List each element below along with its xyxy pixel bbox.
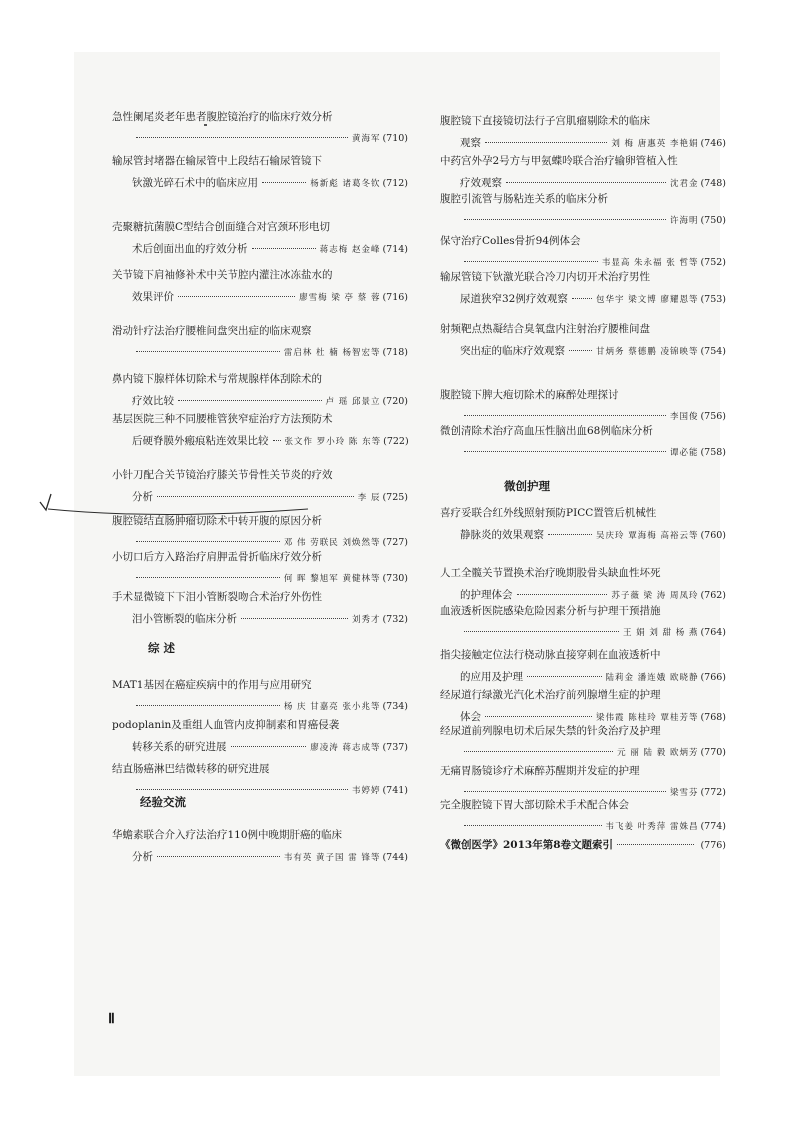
entry-title: 小针刀配合关节镜治疗膝关节骨性关节炎的疗效 <box>112 469 333 481</box>
entry-title-cont: 体会 <box>460 711 481 723</box>
dot-leader <box>178 400 322 401</box>
document-page <box>74 52 726 1076</box>
entry-title: 射频靶点热凝结合臭氧盘内注射治疗腰椎间盘 <box>440 323 650 335</box>
dot-leader <box>464 219 666 220</box>
toc-entry <box>440 794 726 838</box>
leader-line <box>112 486 408 509</box>
dot-leader <box>464 415 666 416</box>
entry-title-cont: 疗效比较 <box>132 395 174 407</box>
entry-authors: 许海明 <box>669 216 699 226</box>
toc-entry <box>440 110 726 155</box>
entry-authors: 张文作 罗小玲 陈 东等 <box>284 437 382 447</box>
leader-line <box>112 286 408 309</box>
dot-leader <box>485 142 607 143</box>
entry-title-cont: 术后创面出血的疗效分析 <box>132 243 248 255</box>
entry-title: 输尿管封堵器在输尿管中上段结石输尿管镜下 <box>112 155 322 167</box>
entry-page: (753) <box>700 294 726 305</box>
entry-page: (744) <box>382 852 408 863</box>
entry-title-cont: 泪小管断裂的临床分析 <box>132 613 237 625</box>
entry-title: 手术显微镜下下泪小管断裂吻合术治疗外伤性 <box>112 591 322 603</box>
entry-title: 喜疗妥联合红外线照射预防PICC置管后机械性 <box>440 507 657 519</box>
leader-line <box>112 342 408 364</box>
leader-line <box>112 238 408 261</box>
entry-title: 指尖接触定位法行桡动脉直接穿刺在血液透析中 <box>440 649 661 661</box>
entry-title: MAT1基因在癌症疾病中的作用与应用研究 <box>112 679 312 691</box>
entry-title-cont: 观察 <box>460 137 481 149</box>
dot-leader <box>136 577 280 578</box>
section-heading: 经验交流 <box>140 795 186 809</box>
entry-authors: 韦飞姜 叶秀萍 雷姝昌 <box>605 822 699 832</box>
toc-entry <box>440 600 726 644</box>
entry-authors: 梁伟霞 陈桂玲 覃桂芳等 <box>596 713 699 723</box>
section-heading: 微创护理 <box>504 479 550 493</box>
entry-authors: 包华宇 梁文博 廖耀恩等 <box>596 295 699 305</box>
entry-title: 急性阑尾炎老年患者腹腔镜治疗的临床疗效分析 <box>112 111 333 123</box>
entry-authors: 刘秀才 <box>351 615 381 625</box>
entry-title-cont: 钬激光碎石术中的临床应用 <box>132 177 258 189</box>
entry-title-cont: 分析 <box>132 851 153 863</box>
entry-page: (760) <box>700 530 726 541</box>
dot-leader <box>136 789 348 790</box>
toc-entry <box>440 318 726 363</box>
toc-entry <box>112 546 408 590</box>
toc-entry <box>440 720 726 764</box>
entry-title: 经尿道行绿激光汽化术治疗前列腺增生症的护理 <box>440 689 661 701</box>
entry-page: (712) <box>382 178 408 189</box>
entry-page: (772) <box>700 787 726 798</box>
leader-line <box>440 288 726 311</box>
entry-authors: 沈君金 <box>669 179 699 189</box>
dot-leader <box>506 182 666 183</box>
entry-page: (746) <box>700 138 726 149</box>
entry-authors: 廖雪梅 梁 亭 蔡 蓉 <box>299 293 381 303</box>
entry-title: 关节镜下肩袖修补术中关节腔内灌注冰冻盐水的 <box>112 269 333 281</box>
leader-line <box>112 608 408 631</box>
entry-page: (764) <box>700 627 726 638</box>
entry-title: 结直肠癌淋巴结微转移的研究进展 <box>112 763 270 775</box>
leader-line <box>440 340 726 363</box>
entry-page: (730) <box>382 573 408 584</box>
entry-page: (766) <box>700 672 726 683</box>
entry-title: 微创清除术治疗高血压性脑出血68例临床分析 <box>440 425 653 437</box>
index-entry <box>440 834 726 857</box>
entry-page: (741) <box>382 785 408 796</box>
entry-authors: 何 晖 黎旭军 黄健林等 <box>283 574 381 584</box>
entry-authors: 陆莉金 潘连娥 欧晓静 <box>605 673 699 683</box>
entry-authors: 王 娟 刘 甜 杨 燕 <box>622 628 699 638</box>
entry-authors: 甘炳务 蔡德鹏 凌锦映等 <box>596 347 699 357</box>
entry-page: (720) <box>382 396 408 407</box>
entry-authors: 邓 伟 劳联民 刘焕然等 <box>283 538 381 548</box>
entry-authors: 吴庆玲 覃海梅 高裕云等 <box>596 531 699 541</box>
entry-title: 壳聚糖抗菌膜C型结合创面缝合对宫颈环形电切 <box>112 221 331 233</box>
dot-leader <box>252 248 316 249</box>
entry-title-cont: 的应用及护理 <box>460 671 523 683</box>
entry-authors: 元 丽 陆 毅 欧炳芳 <box>617 748 699 758</box>
entry-page: (776) <box>700 840 726 851</box>
dot-leader <box>136 541 280 542</box>
entry-authors: 谭必能 <box>669 448 699 458</box>
entry-title: 完全腹腔镜下胃大部切除术手术配合体会 <box>440 799 629 811</box>
toc-entry <box>112 368 408 413</box>
entry-title-cont: 尿道狭窄32例疗效观察 <box>460 293 568 305</box>
entry-title: 无痛胃肠镜诊疗术麻醉苏醒期并发症的护理 <box>440 765 640 777</box>
dot-leader <box>231 746 307 747</box>
toc-entry <box>440 420 726 464</box>
toc-entry <box>112 216 408 261</box>
entry-title: 经尿道前列腺电切术后尿失禁的针灸治疗及护理 <box>440 725 661 737</box>
dot-leader <box>464 751 613 752</box>
toc-entry <box>112 106 408 150</box>
entry-authors: 杨新彪 诸葛冬钦 <box>310 179 381 189</box>
dot-leader <box>262 182 306 183</box>
entry-page: (756) <box>700 411 726 422</box>
leader-line <box>112 846 408 869</box>
leader-line <box>112 430 408 453</box>
entry-title: 腹腔镜结直肠肿瘤切除术中转开腹的原因分析 <box>112 515 322 527</box>
index-title: 《微创医学》2013年第8卷文题索引 <box>440 839 614 851</box>
dot-leader <box>517 594 608 595</box>
dot-leader <box>136 705 280 706</box>
entry-page: (725) <box>382 492 408 503</box>
page-number: Ⅱ <box>108 1012 115 1027</box>
leader-line <box>440 524 726 547</box>
dot-leader <box>569 350 592 351</box>
dot-leader <box>136 137 348 138</box>
entry-page: (754) <box>700 346 726 357</box>
entry-title-cont: 效果评价 <box>132 291 174 303</box>
entry-page: (734) <box>382 701 408 712</box>
entry-title-cont: 后硬脊膜外瘢痕粘连效果比较 <box>132 435 269 447</box>
entry-authors: 黄海军 <box>351 134 381 144</box>
entry-page: (716) <box>382 292 408 303</box>
toc-entry <box>112 824 408 869</box>
entry-title-cont: 转移关系的研究进展 <box>132 741 227 753</box>
entry-title: 华蟾素联合介入疗法治疗110例中晚期肝癌的临床 <box>112 829 343 841</box>
entry-title: 人工全髋关节置换术治疗晚期股骨头缺血性坏死 <box>440 567 661 579</box>
dot-leader <box>273 440 281 441</box>
toc-entry <box>112 464 408 509</box>
entry-page: (770) <box>700 747 726 758</box>
entry-page: (748) <box>700 178 726 189</box>
leader-line <box>112 128 408 150</box>
entry-page: (737) <box>382 742 408 753</box>
dot-leader <box>572 298 592 299</box>
entry-title: 血液透析医院感染危险因素分析与护理干预措施 <box>440 605 661 617</box>
leader-line <box>440 210 726 232</box>
dot-leader <box>464 631 619 632</box>
entry-page: (732) <box>382 614 408 625</box>
toc-entry <box>440 266 726 311</box>
entry-authors: 梁雪芬 <box>669 788 699 798</box>
dot-leader <box>157 496 354 497</box>
entry-page: (768) <box>700 712 726 723</box>
entry-title: 滑动针疗法治疗腰椎间盘突出症的临床观察 <box>112 325 312 337</box>
toc-entry <box>112 674 408 718</box>
toc-entry <box>112 264 408 309</box>
entry-title: 鼻内镜下腺样体切除术与常规腺样体刮除术的 <box>112 373 322 385</box>
entry-page: (710) <box>382 133 408 144</box>
toc-entry <box>440 644 726 689</box>
toc-entry <box>112 150 408 195</box>
entry-authors: 雷启林 杜 楠 杨智宏等 <box>283 348 381 358</box>
toc-entry <box>440 188 726 232</box>
entry-title: 腹腔引流管与肠粘连关系的临床分析 <box>440 193 608 205</box>
entry-page: (774) <box>700 821 726 832</box>
entry-title: 中药宫外孕2号方与甲氨蝶呤联合治疗输卵管植入性 <box>440 155 678 167</box>
entry-title: 输尿管镜下钬激光联合冷刀内切开术治疗男性 <box>440 271 650 283</box>
dot-leader <box>485 716 592 717</box>
leader-line <box>440 622 726 644</box>
dot-leader <box>157 856 280 857</box>
entry-page: (758) <box>700 447 726 458</box>
dot-leader <box>464 791 666 792</box>
toc-entry <box>112 408 408 453</box>
entry-page: (752) <box>700 257 726 268</box>
entry-title-cont: 分析 <box>132 491 153 503</box>
entry-title-cont: 的护理体会 <box>460 589 513 601</box>
entry-page: (727) <box>382 537 408 548</box>
dot-leader <box>548 534 592 535</box>
entry-title-cont: 静脉炎的效果观察 <box>460 529 544 541</box>
leader-line <box>112 172 408 195</box>
entry-authors: 韦有英 黄子国 雷 锋等 <box>283 853 381 863</box>
entry-title-cont: 疗效观察 <box>460 177 502 189</box>
dot-leader <box>464 451 666 452</box>
entry-page: (714) <box>382 244 408 255</box>
toc-entry <box>112 320 408 364</box>
toc-entry <box>112 714 408 759</box>
entry-authors: 廖凌涛 蒋志成等 <box>310 743 381 753</box>
entry-page: (762) <box>700 590 726 601</box>
entry-title: 腹腔镜下直接镜切法行子宫肌瘤剔除术的临床 <box>440 115 650 127</box>
entry-title-cont: 突出症的临床疗效观察 <box>460 345 565 357</box>
entry-authors: 刘 梅 唐惠英 李艳娟 <box>611 139 699 149</box>
entry-authors: 卢 瑶 邱景立 <box>325 397 381 407</box>
leader-line <box>440 442 726 464</box>
entry-title: 小切口后方入路治疗肩胛盂骨折临床疗效分析 <box>112 551 322 563</box>
entry-authors: 李国俊 <box>669 412 699 422</box>
dot-leader <box>617 844 694 845</box>
entry-title: 保守治疗Colles骨折94例体会 <box>440 235 581 247</box>
dot-leader <box>527 676 602 677</box>
entry-page: (718) <box>382 347 408 358</box>
toc-entry <box>112 586 408 631</box>
dot-leader <box>464 825 602 826</box>
entry-authors: 韦婷婷 <box>351 786 381 796</box>
entry-authors: 杨 庆 甘嘉亮 张小兆等 <box>283 702 381 712</box>
entry-authors: 韦显高 朱永福 张 哲等 <box>601 258 699 268</box>
entry-title: 腹腔镜下脾大疱切除术的麻醉处理探讨 <box>440 389 619 401</box>
section-heading: 综 述 <box>148 641 176 655</box>
entry-page: (722) <box>383 436 409 447</box>
leader-line <box>112 736 408 759</box>
entry-authors: 苏子薇 梁 涛 周凤玲 <box>611 591 699 601</box>
entry-authors: 蒋志梅 赵金峰 <box>319 245 381 255</box>
entry-title: 基层医院三种不同腰椎管狭窄症治疗方法预防术 <box>112 413 333 425</box>
leader-line <box>440 834 726 857</box>
dot-leader <box>178 296 295 297</box>
entry-title: podoplanin及重组人血管内皮抑制素和胃癌侵袭 <box>112 719 340 731</box>
dot-leader <box>241 618 348 619</box>
dot-leader <box>136 351 280 352</box>
entry-authors: 李 辰 <box>357 493 381 503</box>
dot-leader <box>464 261 598 262</box>
toc-entry <box>440 502 726 547</box>
entry-page: (750) <box>700 215 726 226</box>
